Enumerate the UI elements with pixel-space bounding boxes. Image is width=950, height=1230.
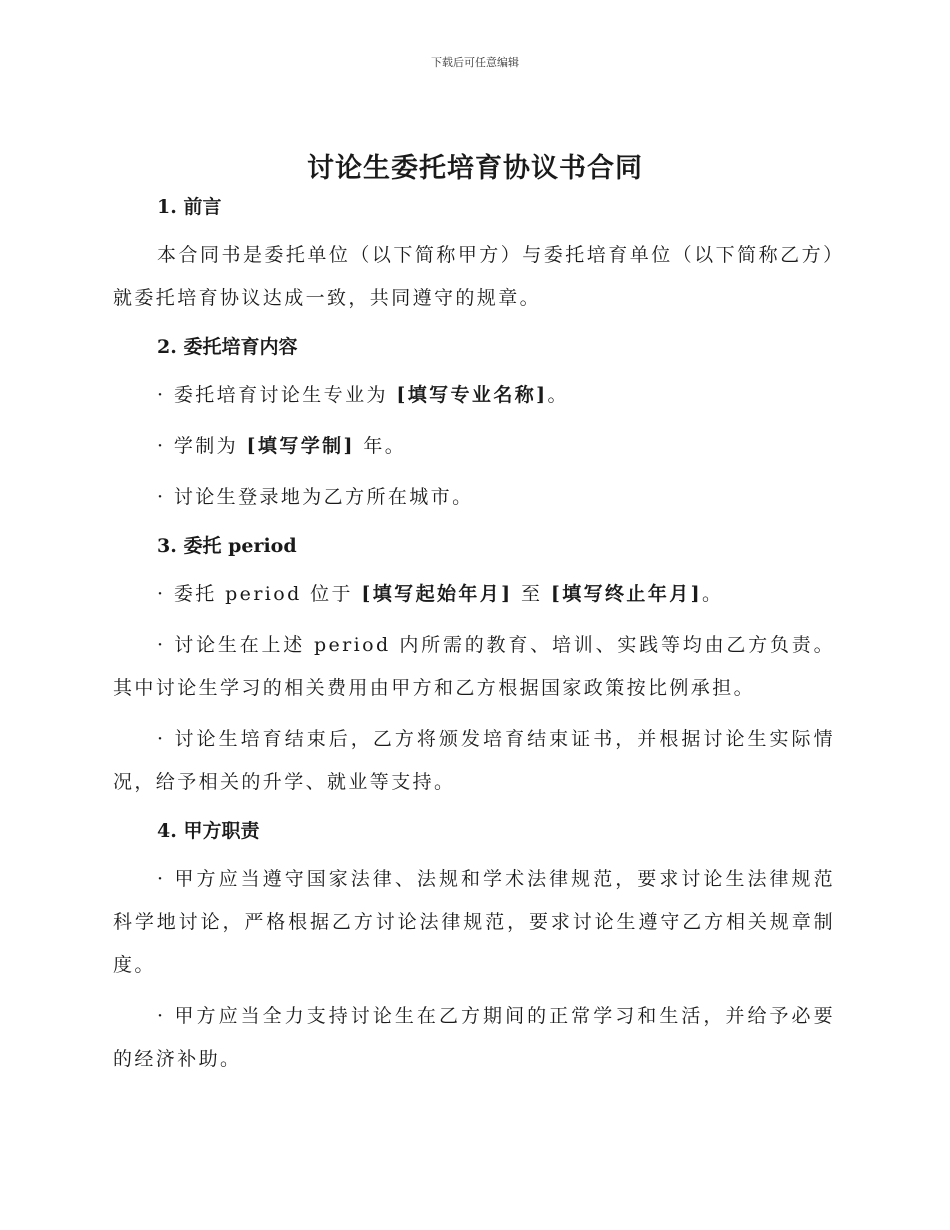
party-a-bullet-law: · 甲方应当遵守国家法律、法规和学术法律规范，要求讨论生法律规范科学地讨论，严格根据乙方讨论法律规范，要求讨论生遵守乙方相关规章制度。: [113, 868, 835, 976]
section-heading-content: 2. 委托培育内容: [157, 336, 298, 358]
fill-field-duration: [填写学制]: [246, 435, 355, 457]
fill-field-start: [填写起始年月]: [361, 583, 513, 605]
section-heading-party-a: 4. 甲方职责: [157, 820, 260, 842]
fill-field-end: [填写终止年月]: [550, 583, 703, 605]
content-bullet-major: · 委托培育讨论生专业为 [填写专业名称]。: [157, 384, 569, 406]
content-bullet-duration: · 学制为 [填写学制] 年。: [157, 435, 407, 457]
preface-paragraph: 本合同书是委托单位（以下简称甲方）与委托培育单位（以下简称乙方）就委托培育协议达成一致，共同遵守的规章。: [113, 244, 835, 309]
section-heading-preface: 1. 前言: [157, 196, 222, 218]
period-bullet-range: · 委托 period 位于 [填写起始年月] 至 [填写终止年月]。: [157, 583, 724, 605]
content-bullet-location: · 讨论生登录地为乙方所在城市。: [157, 486, 474, 508]
fill-field-major: [填写专业名称]: [396, 384, 548, 406]
section-heading-period: 3. 委托 period: [157, 535, 297, 557]
period-bullet-certificate: · 讨论生培育结束后，乙方将颁发培育结束证书，并根据讨论生实际情况，给予相关的升学、就业等支持。: [113, 728, 835, 793]
party-a-bullet-support: · 甲方应当全力支持讨论生在乙方期间的正常学习和生活，并给予必要的经济补助。: [113, 1005, 835, 1070]
header-note: 下载后可任意编辑: [431, 56, 519, 69]
document-body: [113, 188, 835, 1081]
period-bullet-costs: · 讨论生在上述 period 内所需的教育、培训、实践等均由乙方负责。其中讨论生学习的相关费用由甲方和乙方根据国家政策按比例承担。: [113, 634, 835, 699]
document-title: 讨论生委托培育协议书合同: [307, 153, 643, 184]
